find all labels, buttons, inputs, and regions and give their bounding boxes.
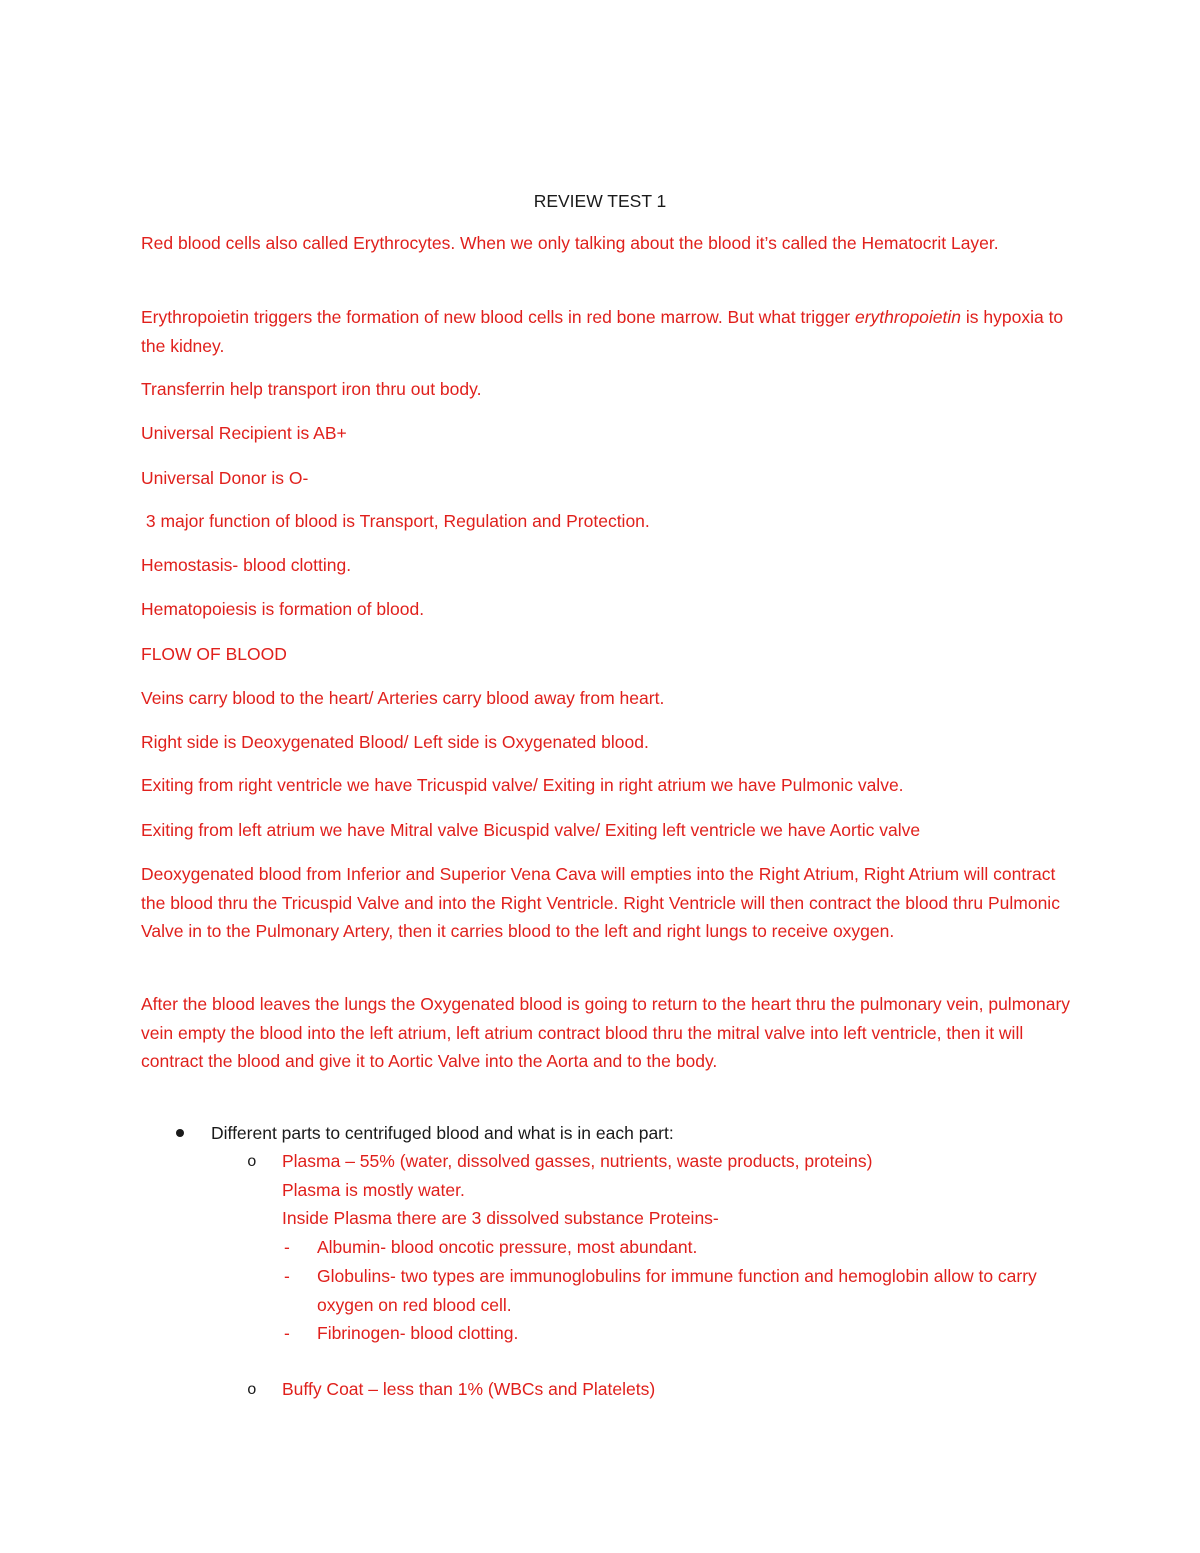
paragraph-right-valves: Exiting from right ventricle we have Tricuspid valve/ Exiting in right atrium we have Pulmonic valve. [141, 775, 904, 795]
dash-marker-fibrinogen: - [284, 1323, 290, 1343]
paragraph-universal-donor: Universal Donor is O- [141, 468, 309, 488]
sub-bullet-marker-plasma: o [247, 1153, 257, 1171]
sub-bullet-marker-buffy-coat: o [247, 1381, 257, 1399]
erythropoietin-italic: erythropoietin [854, 307, 962, 327]
dash-marker-albumin: - [284, 1237, 290, 1257]
list-item-buffy-coat: Buffy Coat – less than 1% (WBCs and Platelets) [282, 1379, 656, 1399]
list-item-centrifuged-blood: Different parts to centrifuged blood and what is in each part: [211, 1123, 674, 1143]
bullet-icon [176, 1129, 184, 1137]
dash-marker-globulins: - [284, 1266, 290, 1286]
erythropoietin-text-a: Erythropoietin triggers the formation of new blood cells in red bone marrow. But what trigger [141, 307, 855, 327]
list-item-plasma: Plasma – 55% (water, dissolved gasses, nutrients, waste products, proteins) [282, 1151, 873, 1171]
paragraph-transferrin: Transferrin help transport iron thru out body. [141, 379, 482, 399]
plasma-mostly-water: Plasma is mostly water. [282, 1180, 465, 1200]
paragraph-left-valves: Exiting from left atrium we have Mitral valve Bicuspid valve/ Exiting left ventricle we have Aortic valve [141, 820, 921, 840]
paragraph-veins-arteries: Veins carry blood to the heart/ Arteries carry blood away from heart. [141, 688, 665, 708]
list-item-fibrinogen: Fibrinogen- blood clotting. [317, 1323, 519, 1343]
paragraph-erythropoietin [141, 303, 1071, 360]
plasma-proteins-intro: Inside Plasma there are 3 dissolved substance Proteins- [282, 1208, 719, 1228]
paragraph-hemostasis: Hemostasis- blood clotting. [141, 555, 352, 575]
paragraph-red-blood-cells: Red blood cells also called Erythrocytes. When we only talking about the blood it’s called the Hematocrit Layer. [141, 233, 999, 253]
section-heading-flow-of-blood: FLOW OF BLOOD [141, 644, 287, 664]
list-item-globulins: Globulins- two types are immunoglobulins for immune function and hemoglobin allow to carry oxygen on red blood cell. [317, 1266, 1037, 1315]
list-item-albumin: Albumin- blood oncotic pressure, most abundant. [317, 1237, 698, 1257]
erythropoietin-text-b: is hypoxia to the kidney. [141, 307, 1069, 356]
page-title: REVIEW TEST 1 [533, 191, 667, 211]
paragraph-deoxygenated-flow: Deoxygenated blood from Inferior and Superior Vena Cava will empties into the Right Atrium, Right Atrium will contract the blood thru the Tricuspid Valve and into the Right Ventricle. Right Ventricle will then contract the blood thru Pulmonic Valve in to the Pulmonary Artery, then it carries blood to the left and right lungs to receive oxygen. [141, 864, 1065, 941]
paragraph-universal-recipient: Universal Recipient is AB+ [141, 423, 347, 443]
paragraph-major-functions: 3 major function of blood is Transport, Regulation and Protection. [141, 511, 650, 531]
paragraph-hematopoiesis: Hematopoiesis is formation of blood. [141, 599, 425, 619]
paragraph-oxygenated-flow: After the blood leaves the lungs the Oxygenated blood is going to return to the heart thru the pulmonary vein, pulmonary vein empty the blood into the left atrium, left atrium contract blood thru the mitral valve into left ventricle, then it will contract the blood and give it to Aortic Valve into the Aorta and to the body. [141, 994, 1075, 1071]
paragraph-right-left-side: Right side is Deoxygenated Blood/ Left side is Oxygenated blood. [141, 732, 649, 752]
